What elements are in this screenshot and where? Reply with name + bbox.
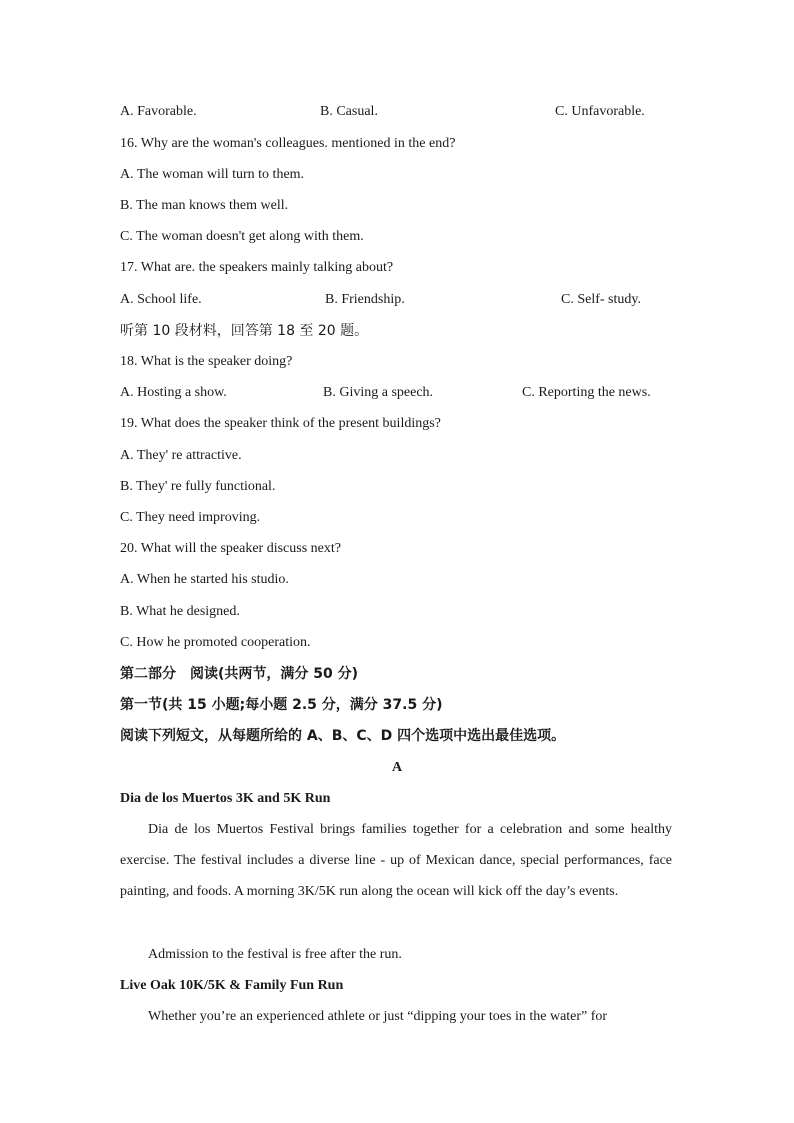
q20-option-a: A. When he started his studio.	[120, 572, 289, 587]
q18-question: 18. What is the speaker doing?	[120, 354, 293, 369]
passage-paragraph-3: Whether you’re an experienced athlete or just “dipping your toes in the water” for	[148, 1009, 608, 1024]
q19-question: 19. What does the speaker think of the present buildings?	[120, 416, 441, 431]
passage-title-1: Dia de los Muertos 3K and 5K Run	[120, 791, 331, 806]
q15-option-c: C. Unfavorable.	[555, 104, 645, 119]
q16-option-b: B. The man knows them well.	[120, 198, 289, 213]
q15-option-b: B. Casual.	[320, 104, 378, 119]
q16-option-c: C. The woman doesn't get along with them.	[120, 229, 364, 244]
q18-option-c: C. Reporting the news.	[522, 385, 651, 400]
q18-option-b: B. Giving a speech.	[323, 385, 434, 400]
section10-instruction: 听第 10 段材料，回答第 18 至 20 题。	[120, 323, 369, 339]
part2-heading: 第二部分 阅读(共两节，满分 50 分)	[120, 666, 359, 682]
q19-option-a: A. They' re attractive.	[120, 448, 242, 463]
passage-label: A	[391, 760, 403, 775]
q18-option-a: A. Hosting a show.	[120, 385, 227, 400]
q20-option-c: C. How he promoted cooperation.	[120, 635, 311, 650]
q17-option-b: B. Friendship.	[325, 292, 405, 307]
q20-question: 20. What will the speaker discuss next?	[120, 541, 341, 556]
q17-question: 17. What are. the speakers mainly talking about?	[120, 260, 394, 275]
q17-option-a: A. School life.	[120, 292, 202, 307]
passage-paragraph-2: Admission to the festival is free after the run.	[148, 947, 402, 962]
q19-option-b: B. They' re fully functional.	[120, 479, 276, 494]
passage-paragraph-1: Dia de los Muertos Festival brings families together for a celebration and some healthy exercise. The festival includes a diverse line - up of Mexican dance, special performances, face painting, and foods. A morning 3K/5K run along the ocean will kick off the day’s events.	[120, 822, 672, 900]
q16-option-a: A. The woman will turn to them.	[120, 167, 305, 182]
q17-option-c: C. Self- study.	[561, 292, 641, 307]
q19-option-c: C. They need improving.	[120, 510, 261, 525]
part2-instruction: 阅读下列短文，从每题所给的 A、B、C、D 四个选项中选出最佳选项。	[120, 728, 566, 744]
q20-option-b: B. What he designed.	[120, 604, 240, 619]
passage-title-2: Live Oak 10K/5K & Family Fun Run	[120, 978, 344, 993]
q16-question: 16. Why are the woman's colleagues. mentioned in the end?	[120, 136, 456, 151]
part2-section1: 第一节(共 15 小题;每小题 2.5 分，满分 37.5 分)	[120, 697, 443, 713]
q15-option-a: A. Favorable.	[120, 104, 197, 119]
